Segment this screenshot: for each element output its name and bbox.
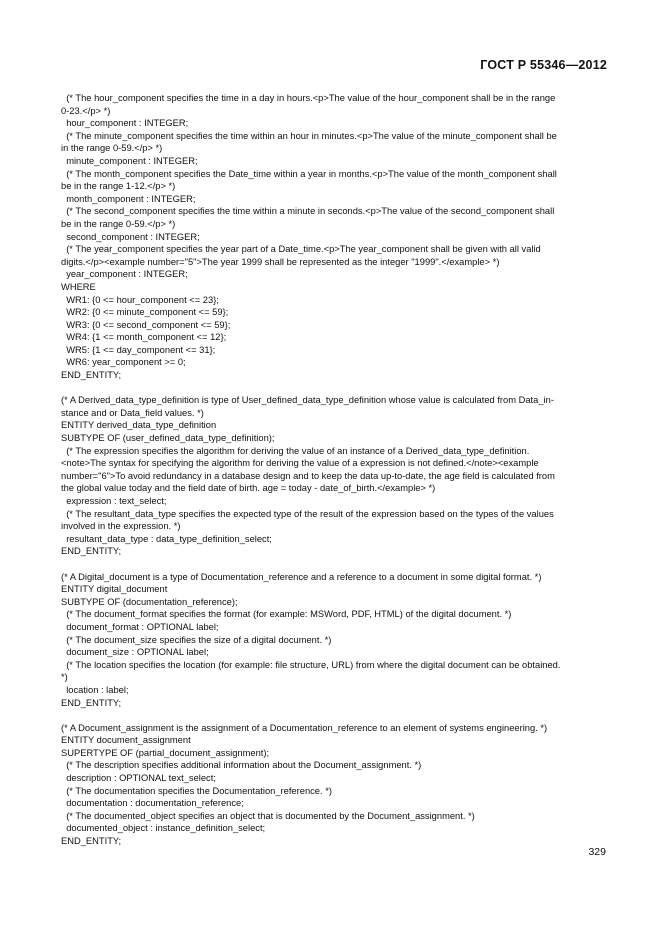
code-line: END_ENTITY; (61, 546, 122, 557)
code-line: END_ENTITY; (61, 370, 122, 381)
code-line: (* A Digital_document is a type of Documentation_reference and a reference to a document in some digital format. *) (61, 571, 542, 582)
code-line: (* The hour_component specifies the time in a day in hours.<p>The value of the hour_component shall be in the range (61, 93, 556, 103)
code-line: WR4: {1 <= month_component <= 12}; (61, 332, 227, 343)
code-line: involved in the expression. *) (61, 521, 181, 532)
code-line: in the range 0-59.</p> *) (61, 143, 163, 154)
code-line: hour_component : INTEGER; (61, 118, 189, 129)
code-line: second_component : INTEGER; (61, 231, 200, 242)
code-block (61, 394, 609, 558)
code-line: (* The location specifies the location (for example: file structure, URL) from where the digital document can be obtained. (61, 659, 561, 670)
code-line: WR1: {0 <= hour_component <= 23}; (61, 294, 219, 305)
code-line: minute_component : INTEGER; (61, 155, 198, 166)
code-line: END_ENTITY; (61, 836, 122, 847)
code-line: (* A Derived_data_type_definition is type of User_defined_data_type_definition whose value is calculated from Data_in- (61, 395, 554, 406)
code-line: (* The second_component specifies the time within a minute in seconds.<p>The value of the second_component shall (61, 206, 555, 217)
code-line: END_ENTITY; (61, 697, 122, 708)
code-line: 0-23.</p> *) (61, 105, 111, 116)
paragraph-gap (61, 709, 609, 722)
code-line: (* The minute_component specifies the time within an hour in minutes.<p>The value of the minute_component shall be (61, 130, 557, 141)
code-line: SUBTYPE OF (user_defined_data_type_definition); (61, 433, 275, 444)
code-line: WR6: year_component >= 0; (61, 357, 186, 368)
code-block (61, 92, 609, 382)
page-header-standard: ГОСТ Р 55346—2012 (480, 58, 607, 72)
code-line: WR3: {0 <= second_component <= 59}; (61, 319, 231, 330)
code-line: (* The resultant_data_type specifies the expected type of the result of the expression based on the types of the values (61, 508, 554, 519)
code-block (61, 722, 609, 848)
code-line: year_component : INTEGER; (61, 269, 188, 280)
code-line: resultant_data_type : data_type_definition_select; (61, 533, 272, 544)
code-line: SUBTYPE OF (documentation_reference); (61, 596, 238, 607)
code-line: month_component : INTEGER; (61, 193, 196, 204)
code-line: documented_object : instance_definition_select; (61, 823, 266, 834)
code-block (61, 571, 609, 710)
code-line: ENTITY document_assignment (61, 735, 191, 746)
paragraph-gap (61, 558, 609, 571)
code-line: (* The month_component specifies the Date_time within a year in months.<p>The value of the month_component shall (61, 168, 557, 179)
code-line: ENTITY digital_document (61, 584, 168, 595)
document-body (61, 92, 609, 848)
code-line: document_size : OPTIONAL label; (61, 647, 209, 658)
code-line: be in the range 0-59.</p> *) (61, 218, 176, 229)
code-line: location : label; (61, 684, 129, 695)
code-line: document_format : OPTIONAL label; (61, 621, 219, 632)
code-line: (* The year_component specifies the year part of a Date_time.<p>The year_component shall be given with all valid (61, 244, 541, 255)
code-line: (* The expression specifies the algorithm for deriving the value of an instance of a Derived_data_type_definition. (61, 445, 530, 456)
code-line: WR2: {0 <= minute_component <= 59}; (61, 307, 229, 318)
code-line: <note>The syntax for specifying the algorithm for deriving the value of a expression is not defined.</note><example (61, 458, 539, 469)
code-line: number="6">To avoid redundancy in a database design and to keep the data up-to-date, the age field is calculated from (61, 470, 555, 481)
code-line: (* The description specifies additional information about the Document_assignment. *) (61, 760, 422, 771)
code-line: stance and or Data_field values. *) (61, 407, 204, 418)
paragraph-gap (61, 382, 609, 395)
code-line: digits.</p><example number="5">The year 1999 shall be represented as the integer "1999".</example> *) (61, 256, 500, 267)
code-line: *) (61, 672, 68, 683)
code-line: (* The documented_object specifies an object that is documented by the Document_assignment. *) (61, 810, 475, 821)
code-line: (* The documentation specifies the Documentation_reference. *) (61, 785, 332, 796)
code-line: (* The document_format specifies the format (for example: MSWord, PDF, HTML) of the digital document. *) (61, 609, 512, 620)
code-line: the global value today and the field date of birth. age = today - date_of_birth.</example> *) (61, 483, 436, 494)
code-line: (* The document_size specifies the size of a digital document. *) (61, 634, 332, 645)
page-number: 329 (588, 846, 606, 858)
code-line: SUPERTYPE OF (partial_document_assignment); (61, 747, 270, 758)
code-line: WR5: {1 <= day_component <= 31}; (61, 344, 216, 355)
code-line: (* A Document_assignment is the assignment of a Documentation_reference to an element of systems engineering. *) (61, 722, 548, 733)
code-line: ENTITY derived_data_type_definition (61, 420, 217, 431)
code-line: be in the range 1-12.</p> *) (61, 181, 176, 192)
code-line: description : OPTIONAL text_select; (61, 773, 216, 784)
code-line: expression : text_select; (61, 496, 167, 506)
code-line: WHERE (61, 281, 96, 292)
code-line: documentation : documentation_reference; (61, 798, 244, 809)
